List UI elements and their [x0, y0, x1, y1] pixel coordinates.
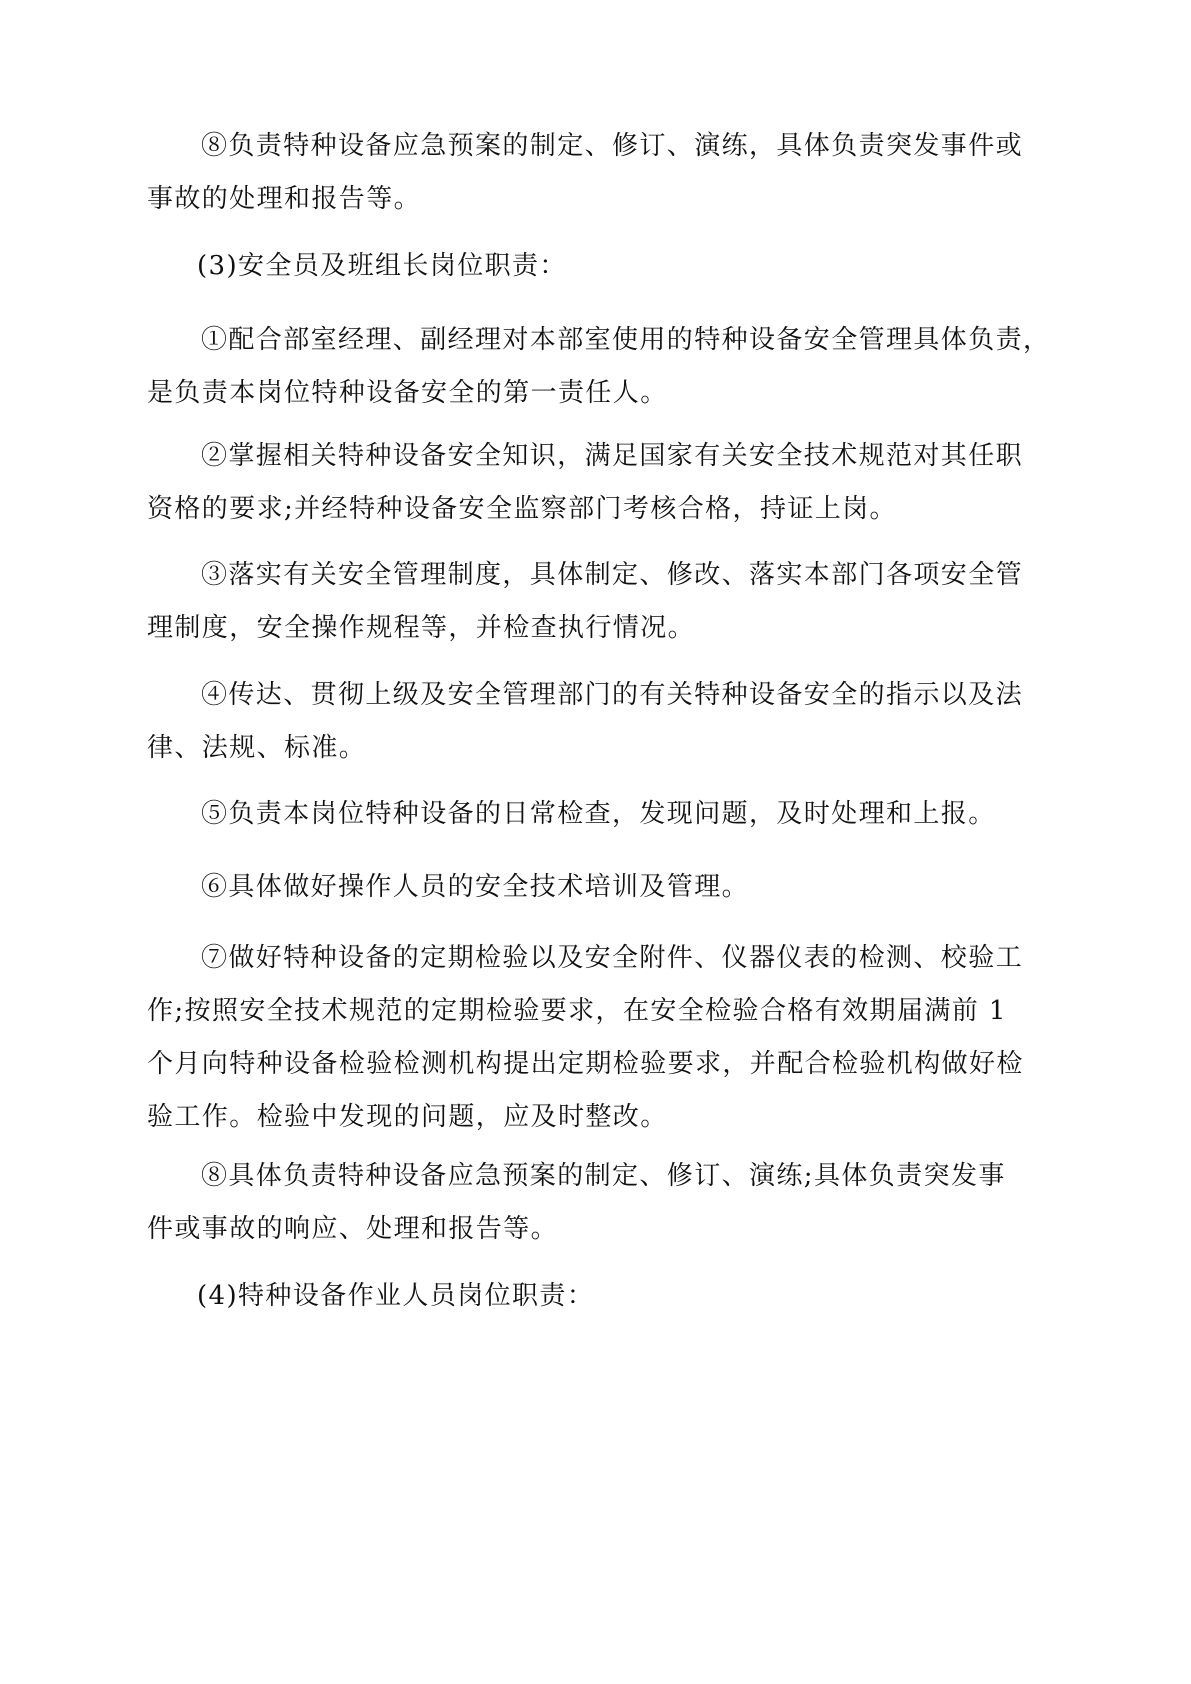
section-heading-4	[147, 1270, 1047, 1323]
paragraph-line: 件或事故的响应、处理和报告等。	[147, 1214, 559, 1244]
paragraph-line: ⑧具体负责特种设备应急预案的制定、修订、演练;具体负责突发事	[201, 1161, 1006, 1191]
paragraph-item-2	[147, 430, 1047, 536]
paragraph-item-8	[147, 1150, 1047, 1256]
paragraph-item-1	[147, 314, 1051, 420]
paragraph-line: 律、法规、标准。	[147, 733, 367, 763]
paragraph-line: ③落实有关安全管理制度，具体制定、修改、落实本部门各项安全管	[201, 560, 1024, 590]
paragraph-line: 理制度，安全操作规程等，并检查执行情况。	[147, 613, 696, 643]
paragraph-item-7	[147, 932, 1047, 1144]
paragraph-item-8-emergency-plan	[147, 120, 1047, 226]
paragraph-line: 作;按照安全技术规范的定期检验要求，在安全检验合格有效期届满前 1	[147, 996, 1007, 1026]
paragraph-line: 验工作。检验中发现的问题，应及时整改。	[147, 1102, 668, 1132]
paragraph-line: 资格的要求;并经特种设备安全监察部门考核合格，持证上岗。	[147, 494, 897, 524]
paragraph-line: ⑤负责本岗位特种设备的日常检查，发现问题，及时处理和上报。	[201, 799, 996, 829]
section-heading-3	[147, 240, 1047, 293]
paragraph-item-4	[147, 669, 1047, 775]
paragraph-line: ⑧负责特种设备应急预案的制定、修订、演练，具体负责突发事件或	[201, 131, 1024, 161]
paragraph-line: ⑥具体做好操作人员的安全技术培训及管理。	[201, 872, 750, 902]
paragraph-item-5	[147, 788, 1047, 841]
paragraph-line: ④传达、贯彻上级及安全管理部门的有关特种设备安全的指示以及法	[201, 680, 1024, 710]
paragraph-item-3	[147, 549, 1047, 655]
paragraph-line: ①配合部室经理、副经理对本部室使用的特种设备安全管理具体负责，	[201, 325, 1051, 355]
paragraph-line: 个月向特种设备检验检测机构提出定期检验要求，并配合检验机构做好检	[147, 1049, 1024, 1079]
paragraph-line: 是负责本岗位特种设备安全的第一责任人。	[147, 378, 668, 408]
paragraph-line: ②掌握相关特种设备安全知识，满足国家有关安全技术规范对其任职	[201, 441, 1024, 471]
section-heading-text: (3)安全员及班组长岗位职责：	[197, 251, 567, 281]
section-heading-text: (4)特种设备作业人员岗位职责：	[197, 1281, 595, 1311]
paragraph-line: ⑦做好特种设备的定期检验以及安全附件、仪器仪表的检测、校验工	[201, 943, 1024, 973]
paragraph-item-6	[147, 861, 1047, 914]
paragraph-line: 事故的处理和报告等。	[147, 184, 422, 214]
